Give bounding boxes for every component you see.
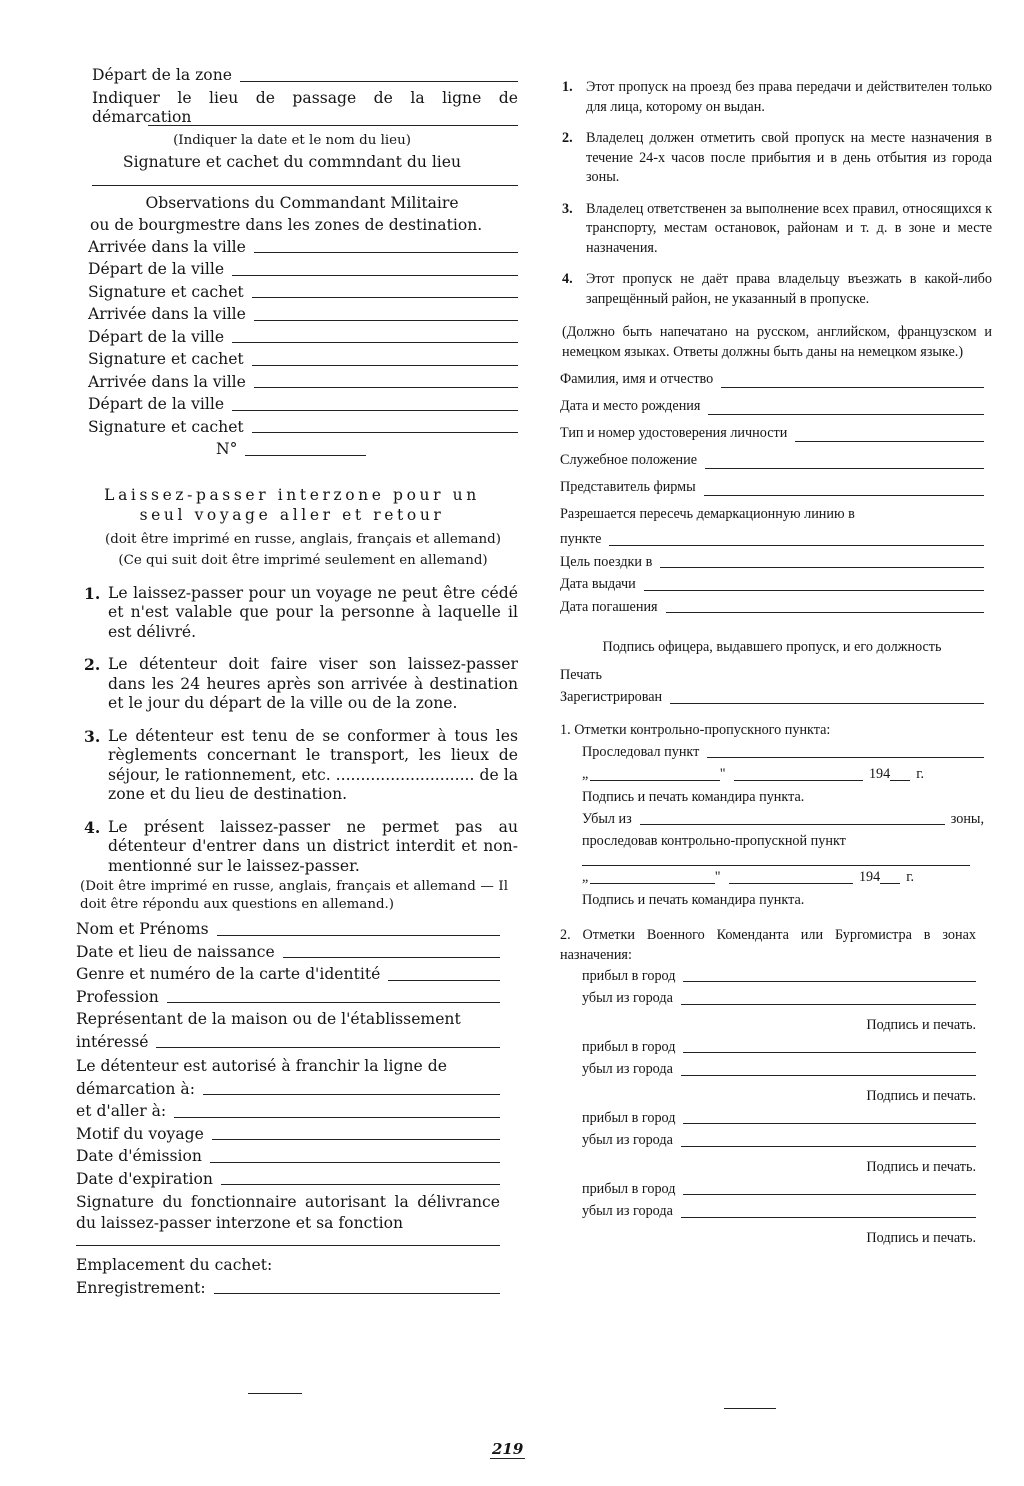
french-item-3: 3. Le détenteur est tenu de se conformer à tous les règlements concernant le transport, les lieux de séjour, le rationnement, etc. ............................ de la zone et du lieu de destination. <box>84 726 518 803</box>
prosledovav-label: проследовав контрольно-пропускной пункт <box>582 833 846 849</box>
russian-items <box>552 78 992 309</box>
depart-zone-label: Départ de la zone <box>92 66 232 84</box>
pribyl-field-1: прибыл в город <box>582 965 976 988</box>
commandant-fields <box>560 965 976 1249</box>
prosledoval-field: Проследовал пункт <box>582 741 984 764</box>
representant-field: Représentant de la maison ou de l'établissement <box>76 1010 461 1028</box>
right-end-rule <box>724 1408 776 1409</box>
aller-field: et d'aller à: <box>76 1100 500 1123</box>
emission-field: Date d'émission <box>76 1145 500 1168</box>
indiquer-label: Indiquer le lieu de passage de la ligne de démarcation <box>92 88 518 126</box>
french-item-1: 1. Le laissez-passer pour un voyage ne peut être cédé et n'est valable que pour la personne à laquelle il est délivré. <box>84 583 518 641</box>
russian-item-3: 3. Владелец ответственен за выполнение всех правил, относящихся к транспорту, местам остановок, районам и т. д. в зоне и месте назначения. <box>562 200 992 256</box>
enregistrement-field: Enregistrement: <box>76 1277 500 1300</box>
signature-field-2: Signature et cachet <box>88 348 518 371</box>
otmetki-2-label: 2. Отметки Военного Коменданта или Бургомистра в зонах назначения: <box>560 926 976 963</box>
note-1: (doit être imprimé en russe, anglais, français et allemand) <box>105 531 501 547</box>
sluzhebnoe-field: Служебное положение <box>560 447 984 474</box>
numero-field: N° <box>216 438 366 461</box>
pribyl-field-2: прибыл в город <box>582 1036 976 1059</box>
depart-field-1: Départ de la ville <box>88 258 518 281</box>
arrivee-field-3: Arrivée dans la ville <box>88 371 518 394</box>
indiquer-line <box>148 124 518 126</box>
signature-commandant-label: Signature et cachet du commndant du lieu <box>122 152 462 171</box>
depart-zone-field <box>66 64 518 87</box>
vydachi-field: Дата выдачи <box>560 573 984 596</box>
french-item-2: 2. Le détenteur doit faire viser son laissez-passer dans les 24 heures après son arrivée à destination et le jour du départ de la ville ou de la zone. <box>84 655 518 712</box>
otmetki-1-label: 1. Отметки контрольно-пропускного пункта: <box>560 721 831 738</box>
emplacement-field: Emplacement du cachet: <box>76 1256 273 1274</box>
motif-field: Motif du voyage <box>76 1123 500 1146</box>
podpis-pechat-3: Подпись и печать. <box>866 1158 976 1175</box>
zaregistrirovan-field: Зарегистрирован <box>560 686 984 709</box>
signature-commandant-line <box>92 184 518 186</box>
russian-column <box>552 78 992 1249</box>
date-lieu-field: Date et lieu de naissance <box>76 941 500 964</box>
russian-identity-fields <box>552 366 984 709</box>
russian-item-2: 2. Владелец должен отметить свой пропуск на месте назначения в течение 24-х часов после прибытия и в день отбытия из города зоны. <box>562 130 992 185</box>
ubyl-field-1: убыл из города <box>582 987 976 1010</box>
checkpoint-block <box>552 719 984 911</box>
pribyl-field-3: прибыл в город <box>582 1107 976 1130</box>
podpis-pechat-1: Подпись и печать. <box>866 1016 976 1033</box>
data-mesto-field: Дата и место рождения <box>560 393 984 420</box>
left-end-rule <box>248 1393 302 1394</box>
observations-subtitle: ou de bourgmestre dans les zones de destination. <box>90 215 483 234</box>
predstavitel-field: Представитель фирмы <box>560 474 984 501</box>
commandant-block <box>552 925 976 1249</box>
page-number: 219 <box>492 1440 524 1458</box>
podpis-komandira-2: Подпись и печать командира пункта. <box>582 891 805 908</box>
pechat-label: Печать <box>560 667 602 683</box>
arrivee-field-2: Arrivée dans la ville <box>88 303 518 326</box>
podpis-komandira-1: Подпись и печать командира пункта. <box>582 788 805 805</box>
punkte-field: пункте <box>560 528 984 551</box>
tsel-field: Цель поездки в <box>560 551 984 574</box>
pogasheniya-field: Дата погашения <box>560 596 984 619</box>
ubyl-iz-field: Убыл из зоны, <box>582 810 984 827</box>
indiquer-date-note: (Indiquer la date et le nom du lieu) <box>173 132 411 148</box>
demarcation-field: démarcation à: <box>76 1078 500 1101</box>
podpis-pechat-2: Подпись и печать. <box>866 1087 976 1104</box>
note-2: (Ce qui suit doit être imprimé seulement en allemand) <box>118 552 488 568</box>
checkpoint-fields <box>560 741 984 911</box>
signature-fonctionnaire-line <box>76 1244 500 1246</box>
russian-item-4: 4. Этот пропуск не даёт права владельцу въезжать в какой-либо запрещённый район, не указанный в пропуске. <box>562 271 992 307</box>
date-field-1: „ " 194 г. <box>582 766 924 782</box>
familiya-field: Фамилия, имя и отчество <box>560 366 984 393</box>
genre-field: Genre et numéro de la carte d'identité <box>76 963 500 986</box>
french-item-4: 4. Le présent laissez-passer ne permet pas au détenteur d'entrer dans un district interdit et non-mentionné sur le laissez-passer. <box>84 817 518 875</box>
arrivee-field-1: Arrivée dans la ville <box>88 236 518 259</box>
nom-field: Nom et Prénoms <box>76 918 500 941</box>
tip-field: Тип и номер удостоверения личности <box>560 420 984 447</box>
ubyl-field-3: убыл из города <box>582 1129 976 1152</box>
french-items <box>66 584 518 877</box>
pribyl-field-4: прибыл в город <box>582 1178 976 1201</box>
russian-note: (Должно быть напечатано на русском, английском, французском и немецком языках. Ответы должны быть даны на немецком языке.) <box>562 324 992 360</box>
laissez-passer-title-2: seul voyage aller et retour <box>139 505 445 524</box>
date-field-2: „ " 194 г. <box>582 869 914 885</box>
ubyl-field-4: убыл из города <box>582 1200 976 1223</box>
autorise-field: Le détenteur est autorisé à franchir la ligne de <box>76 1057 447 1075</box>
podpis-pechat-4: Подпись и печать. <box>866 1229 976 1246</box>
depart-field-2: Départ de la ville <box>88 326 518 349</box>
razreshaetsya-field: Разрешается пересечь демаркационную линию в <box>560 506 855 522</box>
profession-field: Profession <box>76 986 500 1009</box>
laissez-passer-title-1: Laissez-passer interzone pour un <box>104 485 480 504</box>
french-column <box>66 64 518 1299</box>
signature-field-1: Signature et cachet <box>88 281 518 304</box>
french-identity-fields <box>66 918 500 1299</box>
expiration-field: Date d'expiration <box>76 1168 500 1191</box>
note-3: (Doit être imprimé en russe, anglais, français et allemand — Il doit être répondu aux questions en allemand.) <box>80 879 508 912</box>
indiquer-field <box>66 89 518 128</box>
podpis-ofitsera: Подпись офицера, выдавшего пропуск, и его должность <box>602 639 942 655</box>
russian-item-1: 1. Этот пропуск на проезд без права передачи и действителен только для лица, которому он выдан. <box>562 79 992 115</box>
interesse-field: intéressé <box>76 1031 500 1054</box>
observations-title: Observations du Commandant Militaire <box>145 193 459 212</box>
ubyl-field-2: убыл из города <box>582 1058 976 1081</box>
signature-field-3: Signature et cachet <box>88 416 518 439</box>
arrival-departure-block <box>66 236 518 461</box>
depart-field-3: Départ de la ville <box>88 393 518 416</box>
signature-fonctionnaire: Signature du fonctionnaire autorisant la délivrance du laissez-passer interzone et sa fonction <box>76 1193 500 1232</box>
